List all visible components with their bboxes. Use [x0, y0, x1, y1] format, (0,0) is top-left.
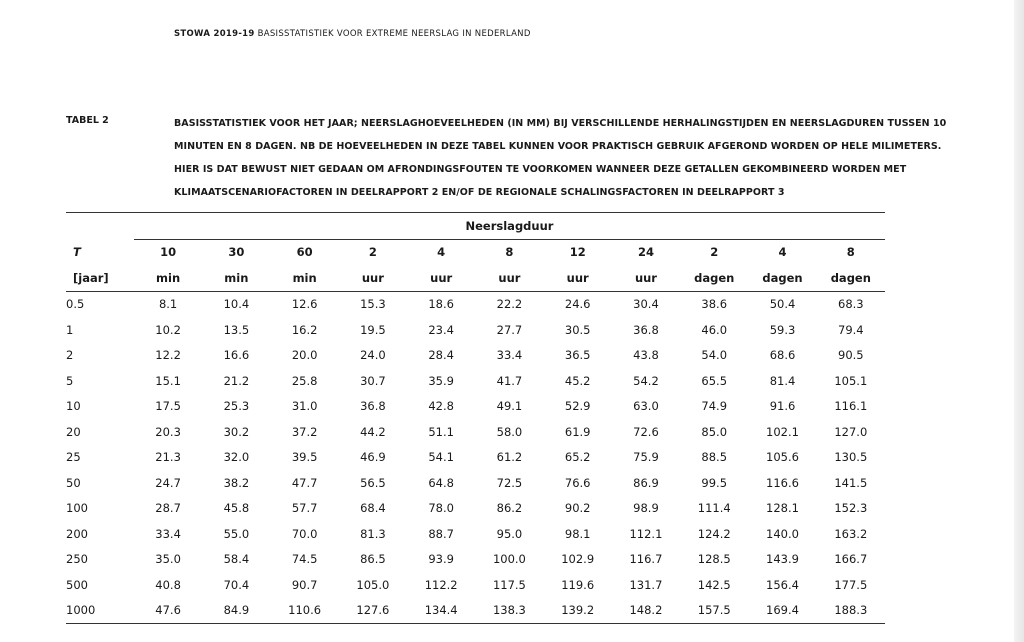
precipitation-value-cell: 98.1: [564, 526, 591, 541]
precipitation-value-cell: 99.5: [701, 475, 728, 490]
precipitation-value-cell: 81.4: [769, 373, 796, 388]
precipitation-value-cell: 47.7: [291, 475, 318, 490]
return-period-cell: 25: [66, 450, 81, 465]
precipitation-value-cell: 163.2: [834, 526, 868, 541]
precipitation-value-cell: 16.6: [223, 348, 250, 363]
precipitation-value-cell: 68.6: [769, 348, 796, 363]
column-header-unit: dagen: [817, 265, 885, 291]
report-number: STOWA 2019-19: [174, 29, 255, 39]
precipitation-value-cell: 90.2: [564, 501, 591, 516]
precipitation-value-cell: 28.4: [428, 348, 454, 363]
precipitation-value-cell: 15.3: [360, 297, 386, 312]
column-header-unit: min: [271, 265, 339, 291]
precipitation-value-cell: 76.6: [564, 475, 591, 490]
precipitation-value-cell: 23.4: [428, 322, 454, 337]
precipitation-value-cell: 30.4: [633, 297, 659, 312]
column-header-unit: uur: [407, 265, 475, 291]
precipitation-value-cell: 128.1: [766, 501, 799, 516]
precipitation-value-cell: 75.9: [633, 450, 659, 465]
precipitation-value-cell: 105.0: [356, 577, 390, 592]
precipitation-value-cell: 44.2: [360, 424, 386, 439]
column-header-unit: uur: [475, 265, 543, 291]
precipitation-value-cell: 59.3: [769, 322, 796, 337]
precipitation-value-cell: 45.2: [564, 373, 591, 388]
precipitation-value-cell: 12.6: [291, 297, 318, 312]
table-label: TABEL 2: [66, 115, 109, 126]
precipitation-value-cell: 116.7: [629, 552, 663, 567]
precipitation-value-cell: 142.5: [697, 577, 731, 592]
return-period-cell: 1000: [66, 603, 96, 618]
precipitation-value-cell: 47.6: [155, 603, 181, 618]
precipitation-value-cell: 72.5: [496, 475, 523, 490]
precipitation-value-cell: 102.9: [561, 552, 595, 567]
table-row: [66, 445, 885, 471]
precipitation-value-cell: 140.0: [766, 526, 799, 541]
precipitation-value-cell: 86.5: [360, 552, 386, 567]
table-row: [66, 521, 885, 547]
precipitation-value-cell: 20.3: [155, 424, 181, 439]
precipitation-value-cell: 74.9: [701, 399, 728, 414]
precipitation-value-cell: 74.5: [291, 552, 318, 567]
precipitation-value-cell: 127.0: [834, 424, 868, 439]
precipitation-value-cell: 50.4: [769, 297, 796, 312]
table-row: [66, 470, 885, 496]
precipitation-value-cell: 117.5: [492, 577, 526, 592]
precipitation-value-cell: 85.0: [701, 424, 728, 439]
column-header-duration: 8: [846, 245, 855, 260]
precipitation-value-cell: 65.5: [701, 373, 728, 388]
precipitation-value-cell: 152.3: [834, 501, 868, 516]
precipitation-value-cell: 35.0: [155, 552, 181, 567]
precipitation-value-cell: 10.4: [223, 297, 250, 312]
precipitation-value-cell: 38.6: [701, 297, 728, 312]
precipitation-value-cell: 51.1: [428, 424, 454, 439]
precipitation-value-cell: 139.2: [561, 603, 595, 618]
precipitation-value-cell: 41.7: [496, 373, 523, 388]
precipitation-value-cell: 100.0: [492, 552, 526, 567]
precipitation-value-cell: 131.7: [629, 577, 663, 592]
precipitation-value-cell: 31.0: [291, 399, 318, 414]
column-header-duration: 2: [710, 245, 719, 260]
precipitation-value-cell: 56.5: [360, 475, 386, 490]
precipitation-value-cell: 46.0: [701, 322, 728, 337]
precipitation-value-cell: 35.9: [428, 373, 454, 388]
precipitation-value-cell: 130.5: [834, 450, 868, 465]
report-title: BASISSTATISTIEK VOOR EXTREME NEERSLAG IN NEDERLAND: [254, 29, 531, 39]
precipitation-value-cell: 18.6: [428, 297, 454, 312]
precipitation-value-cell: 111.4: [697, 501, 731, 516]
running-header: [174, 29, 531, 39]
precipitation-value-cell: 17.5: [155, 399, 181, 414]
table-row: [66, 291, 885, 317]
table-row: [66, 368, 885, 394]
precipitation-value-cell: 61.2: [496, 450, 523, 465]
precipitation-value-cell: 57.7: [291, 501, 318, 516]
precipitation-value-cell: 105.6: [766, 450, 799, 465]
precipitation-value-cell: 188.3: [834, 603, 868, 618]
column-header-unit: dagen: [748, 265, 816, 291]
precipitation-value-cell: 141.5: [834, 475, 868, 490]
precipitation-value-cell: 138.3: [492, 603, 526, 618]
precipitation-value-cell: 58.4: [223, 552, 250, 567]
precipitation-value-cell: 72.6: [633, 424, 659, 439]
precipitation-value-cell: 70.4: [223, 577, 250, 592]
precipitation-value-cell: 148.2: [629, 603, 663, 618]
precipitation-value-cell: 91.6: [769, 399, 796, 414]
precipitation-value-cell: 95.0: [496, 526, 523, 541]
precipitation-value-cell: 13.5: [223, 322, 250, 337]
precipitation-value-cell: 30.2: [223, 424, 250, 439]
precipitation-value-cell: 143.9: [766, 552, 799, 567]
precipitation-value-cell: 119.6: [561, 577, 595, 592]
return-period-cell: 1: [66, 322, 74, 337]
caption-line: HIER IS DAT BEWUST NIET GEDAAN OM AFRONDINGSFOUTEN TE VOORKOMEN WANNEER DEZE GETALLEN GEKOMBINEERD WORDEN MET: [174, 164, 907, 175]
group-header-duration: Neerslagduur: [134, 213, 885, 240]
precipitation-value-cell: 68.3: [838, 297, 864, 312]
precipitation-value-cell: 52.9: [564, 399, 591, 414]
precipitation-value-cell: 39.5: [291, 450, 318, 465]
precipitation-value-cell: 112.1: [629, 526, 663, 541]
column-header-unit: min: [202, 265, 270, 291]
precipitation-value-cell: 12.2: [155, 348, 181, 363]
precipitation-value-cell: 25.8: [291, 373, 318, 388]
row-header-return-period: T: [73, 245, 81, 259]
column-header-duration: 4: [437, 245, 446, 260]
window-edge: [1014, 0, 1024, 642]
table-row: [66, 496, 885, 522]
column-header-duration: 60: [296, 245, 313, 260]
precipitation-value-cell: 134.4: [424, 603, 458, 618]
precipitation-value-cell: 21.3: [155, 450, 181, 465]
precipitation-value-cell: 90.5: [838, 348, 864, 363]
precipitation-value-cell: 21.2: [223, 373, 250, 388]
table-row: [66, 394, 885, 420]
precipitation-value-cell: 36.8: [360, 399, 386, 414]
precipitation-value-cell: 98.9: [633, 501, 659, 516]
precipitation-value-cell: 32.0: [223, 450, 250, 465]
precipitation-value-cell: 49.1: [496, 399, 523, 414]
precipitation-value-cell: 127.6: [356, 603, 390, 618]
table-row: [66, 343, 885, 369]
precipitation-value-cell: 58.0: [496, 424, 523, 439]
precipitation-value-cell: 78.0: [428, 501, 454, 516]
precipitation-value-cell: 86.9: [633, 475, 659, 490]
precipitation-value-cell: 36.5: [564, 348, 591, 363]
precipitation-value-cell: 54.1: [428, 450, 454, 465]
precipitation-value-cell: 90.7: [291, 577, 318, 592]
precipitation-value-cell: 157.5: [697, 603, 731, 618]
precipitation-value-cell: 36.8: [633, 322, 659, 337]
return-period-cell: 5: [66, 373, 74, 388]
table-row: [66, 419, 885, 445]
precipitation-value-cell: 79.4: [838, 322, 864, 337]
precipitation-value-cell: 55.0: [223, 526, 250, 541]
precipitation-value-cell: 25.3: [223, 399, 250, 414]
precipitation-value-cell: 88.5: [701, 450, 728, 465]
precipitation-value-cell: 105.1: [834, 373, 868, 388]
return-period-cell: 250: [66, 552, 88, 567]
precipitation-value-cell: 63.0: [633, 399, 659, 414]
row-header-unit: [jaar]: [66, 265, 134, 291]
precipitation-value-cell: 68.4: [360, 501, 386, 516]
precipitation-value-cell: 156.4: [766, 577, 799, 592]
column-header-unit: uur: [544, 265, 612, 291]
precipitation-value-cell: 64.8: [428, 475, 454, 490]
precipitation-value-cell: 112.2: [424, 577, 458, 592]
precipitation-value-cell: 81.3: [360, 526, 386, 541]
return-period-cell: 2: [66, 348, 74, 363]
return-period-cell: 20: [66, 424, 81, 439]
precipitation-value-cell: 70.0: [291, 526, 318, 541]
column-header-duration: 30: [228, 245, 245, 260]
precipitation-value-cell: 54.0: [701, 348, 728, 363]
column-header-unit: uur: [339, 265, 407, 291]
precipitation-value-cell: 8.1: [158, 297, 178, 312]
precipitation-value-cell: 20.0: [291, 348, 318, 363]
return-period-cell: 500: [66, 577, 88, 592]
precipitation-value-cell: 102.1: [766, 424, 799, 439]
precipitation-value-cell: 116.1: [834, 399, 868, 414]
return-period-cell: 100: [66, 501, 88, 516]
corner-cell: [66, 213, 134, 240]
column-header-unit: min: [134, 265, 202, 291]
precipitation-value-cell: 24.6: [564, 297, 591, 312]
column-header-unit: uur: [612, 265, 680, 291]
precipitation-value-cell: 16.2: [291, 322, 318, 337]
return-period-cell: 10: [66, 399, 81, 414]
precipitation-table: [66, 212, 885, 624]
precipitation-value-cell: 40.8: [155, 577, 181, 592]
precipitation-value-cell: 46.9: [360, 450, 386, 465]
precipitation-value-cell: 27.7: [496, 322, 523, 337]
column-header-duration: 10: [160, 245, 177, 260]
column-header-duration: 8: [505, 245, 514, 260]
precipitation-value-cell: 24.7: [155, 475, 181, 490]
column-header-unit: dagen: [680, 265, 748, 291]
return-period-cell: 50: [66, 475, 81, 490]
table-caption: [174, 112, 947, 204]
precipitation-value-cell: 19.5: [360, 322, 386, 337]
precipitation-value-cell: 116.6: [766, 475, 799, 490]
table-row: [66, 598, 885, 624]
precipitation-value-cell: 30.5: [564, 322, 591, 337]
table-row: [66, 572, 885, 598]
precipitation-value-cell: 38.2: [223, 475, 250, 490]
precipitation-value-cell: 169.4: [766, 603, 799, 618]
precipitation-value-cell: 166.7: [834, 552, 868, 567]
precipitation-value-cell: 37.2: [291, 424, 318, 439]
precipitation-value-cell: 61.9: [564, 424, 591, 439]
column-header-duration: 24: [637, 245, 654, 260]
precipitation-value-cell: 33.4: [496, 348, 523, 363]
precipitation-value-cell: 177.5: [834, 577, 868, 592]
precipitation-value-cell: 15.1: [155, 373, 181, 388]
column-header-duration: 2: [368, 245, 377, 260]
column-header-duration: 4: [778, 245, 787, 260]
precipitation-value-cell: 93.9: [428, 552, 454, 567]
precipitation-value-cell: 10.2: [155, 322, 181, 337]
precipitation-value-cell: 128.5: [697, 552, 731, 567]
precipitation-value-cell: 84.9: [223, 603, 250, 618]
precipitation-value-cell: 86.2: [496, 501, 523, 516]
precipitation-value-cell: 45.8: [223, 501, 250, 516]
precipitation-value-cell: 22.2: [496, 297, 523, 312]
precipitation-value-cell: 24.0: [360, 348, 386, 363]
precipitation-value-cell: 54.2: [633, 373, 659, 388]
caption-line: BASISSTATISTIEK VOOR HET JAAR; NEERSLAGHOEVEELHEDEN (IN MM) BIJ VERSCHILLENDE HERHALINGSTIJDEN EN NEERSLAGDUREN TUSSEN 10: [174, 118, 947, 129]
caption-line: KLIMAATSCENARIOFACTOREN IN DEELRAPPORT 2 EN/OF DE REGIONALE SCHALINGSFACTOREN IN DEELRAPPORT 3: [174, 187, 785, 198]
return-period-cell: 200: [66, 526, 88, 541]
table-row: [66, 317, 885, 343]
precipitation-value-cell: 30.7: [360, 373, 386, 388]
precipitation-value-cell: 124.2: [697, 526, 731, 541]
return-period-cell: 0.5: [66, 297, 85, 312]
column-header-duration: 12: [569, 245, 586, 260]
precipitation-value-cell: 28.7: [155, 501, 181, 516]
precipitation-value-cell: 88.7: [428, 526, 454, 541]
precipitation-value-cell: 110.6: [288, 603, 322, 618]
precipitation-value-cell: 43.8: [633, 348, 659, 363]
caption-line: MINUTEN EN 8 DAGEN. NB DE HOEVEELHEDEN IN DEZE TABEL KUNNEN VOOR PRAKTISCH GEBRUIK AFGEROND WORDEN OP HELE MILIMETERS.: [174, 141, 942, 152]
table-row: [66, 547, 885, 573]
precipitation-value-cell: 65.2: [564, 450, 591, 465]
precipitation-value-cell: 42.8: [428, 399, 454, 414]
precipitation-value-cell: 33.4: [155, 526, 181, 541]
